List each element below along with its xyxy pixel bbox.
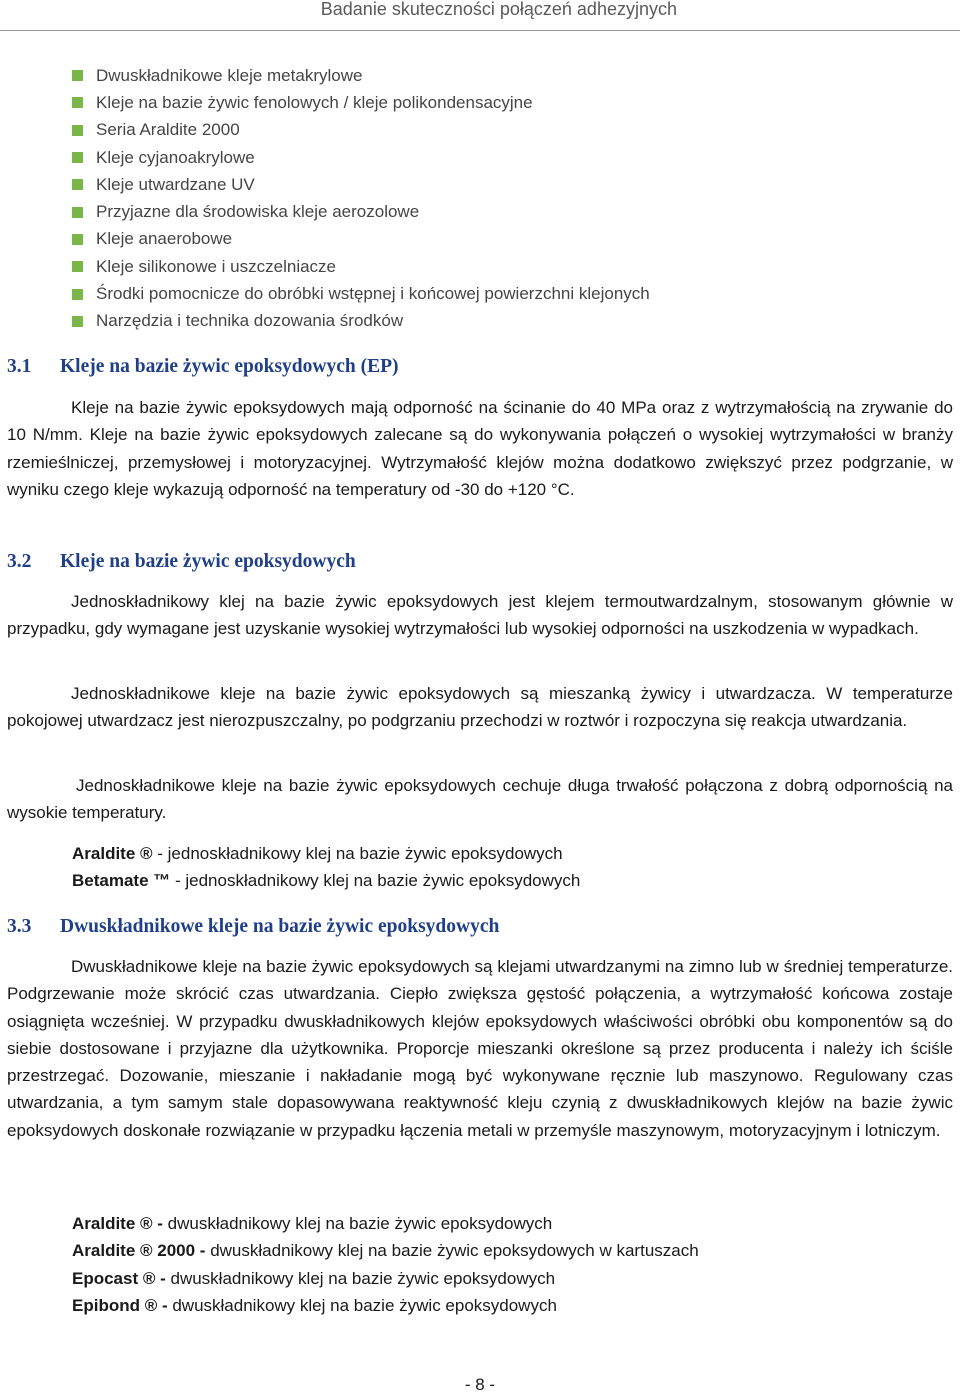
section-3-2-paragraph-2: Jednoskładnikowe kleje na bazie żywic epoksydowych są mieszanką żywicy i utwardzacza. W temperaturze pokojowej utwardzacz jest nierozpuszczalny, po podgrzaniu przechodzi w roztwór i rozpoczyna się reakcja utwardzania. xyxy=(7,684,953,731)
bullet-square-icon xyxy=(72,289,83,300)
section-title: Dwuskładnikowe kleje na bazie żywic epoksydowych xyxy=(60,916,500,937)
product-name: Araldite ® xyxy=(72,844,153,863)
product-description: dwuskładnikowy klej na bazie żywic epoksydowych xyxy=(162,1214,553,1233)
list-item: Kleje silikonowe i uszczelniacze xyxy=(72,253,932,280)
product-description: dwuskładnikowy klej na bazie żywic epoksydowych xyxy=(167,1295,557,1315)
product-description: dwuskładnikowy klej na bazie żywic epoksydowych w kartuszach xyxy=(205,1241,699,1261)
bullet-square-icon xyxy=(72,234,83,245)
list-item: Kleje utwardzane UV xyxy=(72,171,932,198)
bullet-square-icon xyxy=(72,261,83,272)
section-title: Kleje na bazie żywic epoksydowych (EP) xyxy=(60,356,399,377)
product-list-3-2 xyxy=(72,840,932,895)
section-3-2-paragraph-1: Jednoskładnikowy klej na bazie żywic epoksydowych jest klejem termoutwardzalnym, stosowanym głównie w przypadku, gdy wymagane jest uzyskanie wysokiej wytrzymałości lub wysokiej odporności na uszkodzenia w wypadkach. xyxy=(7,592,953,639)
list-item: Kleje anaerobowe xyxy=(72,226,932,253)
bullet-square-icon xyxy=(72,316,83,327)
product-item xyxy=(72,1265,932,1292)
product-name: Araldite ® - xyxy=(72,1214,163,1233)
section-title: Kleje na bazie żywic epoksydowych xyxy=(60,551,356,572)
list-item: Kleje na bazie żywic fenolowych / kleje polikondensacyjne xyxy=(72,89,932,116)
product-description: - jednoskładnikowy klej na bazie żywic epoksydowych xyxy=(152,844,563,863)
adhesive-list xyxy=(72,62,932,335)
document-title: Badanie skuteczności połączeń adhezyjnych xyxy=(320,0,677,19)
section-number: 3.3 xyxy=(7,916,32,937)
product-item xyxy=(72,840,932,867)
bullet-square-icon xyxy=(72,97,83,108)
section-heading-3-3 xyxy=(7,916,499,938)
page-number: - 8 - xyxy=(464,1375,496,1394)
bullet-square-icon xyxy=(72,70,83,81)
list-item: Przyjazne dla środowiska kleje aerozolowe xyxy=(72,198,932,225)
section-3-2-paragraph-3: Jednoskładnikowe kleje na bazie żywic epoksydowych cechuje długa trwałość połączona z dobrą odpornością na wysokie temperatury. xyxy=(7,776,953,823)
bullet-square-icon xyxy=(72,152,83,163)
product-item xyxy=(72,1210,932,1237)
product-item xyxy=(72,867,932,894)
bullet-square-icon xyxy=(72,125,83,136)
page-header xyxy=(0,0,960,31)
product-name: Betamate ™ xyxy=(72,871,171,891)
section-number: 3.1 xyxy=(7,356,32,377)
list-item: Środki pomocnicze do obróbki wstępnej i końcowej powierzchni klejonych xyxy=(72,280,932,307)
section-3-3-paragraph: Dwuskładnikowe kleje na bazie żywic epoksydowych są klejami utwardzanymi na zimno lub w średniej temperaturze. Podgrzewanie może skrócić czas utwardzania. Ciepło zwiększa gęstość połączenia, a wytrzymałość końcowa zostaje osiągnięta wcześniej. W przypadku dwuskładnikowych klejów epoksydowych właściwości obróbki obu komponentów są do siebie dostosowane i przyjazne dla użytkownika. Proporcje mieszanki określone są przez producenta i należy ich ściśle przestrzegać. Dozowanie, mieszanie i nakładanie mogą być wykonywane ręcznie lub maszynowo. Regulowany czas utwardzania, a tym samym stale dopasowywana reaktywność kleju czynią z dwuskładnikowych klejów na bazie żywic epoksydowych doskonałe rozwiązanie w przypadku łączenia metali w przemyśle maszynowym, motoryzacyjnym i lotniczym. xyxy=(7,957,953,1140)
list-item: Kleje cyjanoakrylowe xyxy=(72,144,932,171)
section-3-1-paragraph: Kleje na bazie żywic epoksydowych mają odporność na ścinanie do 40 MPa oraz z wytrzymałością na zrywanie do 10 N/mm. Kleje na bazie żywic epoksydowych zalecane są do wykonywania połączeń o wysokiej wytrzymałości w branży rzemieślniczej, przemysłowej i motoryzacyjnej. Wytrzymałość klejów można dodatkowo zwiększyć przez podgrzanie, w wyniku czego kleje wykazują odporność na temperatury od -30 do +120 °C. xyxy=(7,398,953,499)
product-name: Epibond ® - xyxy=(72,1295,168,1315)
section-heading-3-1 xyxy=(7,356,399,378)
section-number: 3.2 xyxy=(7,551,32,572)
product-item xyxy=(72,1237,932,1264)
product-list-3-3 xyxy=(72,1210,932,1319)
product-name: Epocast ® - xyxy=(72,1268,166,1288)
product-description: - jednoskładnikowy klej na bazie żywic epoksydowych xyxy=(170,871,581,891)
bullet-square-icon xyxy=(72,207,83,218)
list-item: Seria Araldite 2000 xyxy=(72,117,932,144)
product-name: Araldite ® 2000 - xyxy=(72,1241,206,1261)
section-heading-3-2 xyxy=(7,551,356,573)
page-number-footer xyxy=(0,1375,960,1395)
list-item: Dwuskładnikowe kleje metakrylowe xyxy=(72,62,932,89)
list-item: Narzędzia i technika dozowania środków xyxy=(72,308,932,335)
bullet-square-icon xyxy=(72,179,83,190)
product-item xyxy=(72,1292,932,1319)
product-description: dwuskładnikowy klej na bazie żywic epoksydowych xyxy=(165,1268,556,1288)
